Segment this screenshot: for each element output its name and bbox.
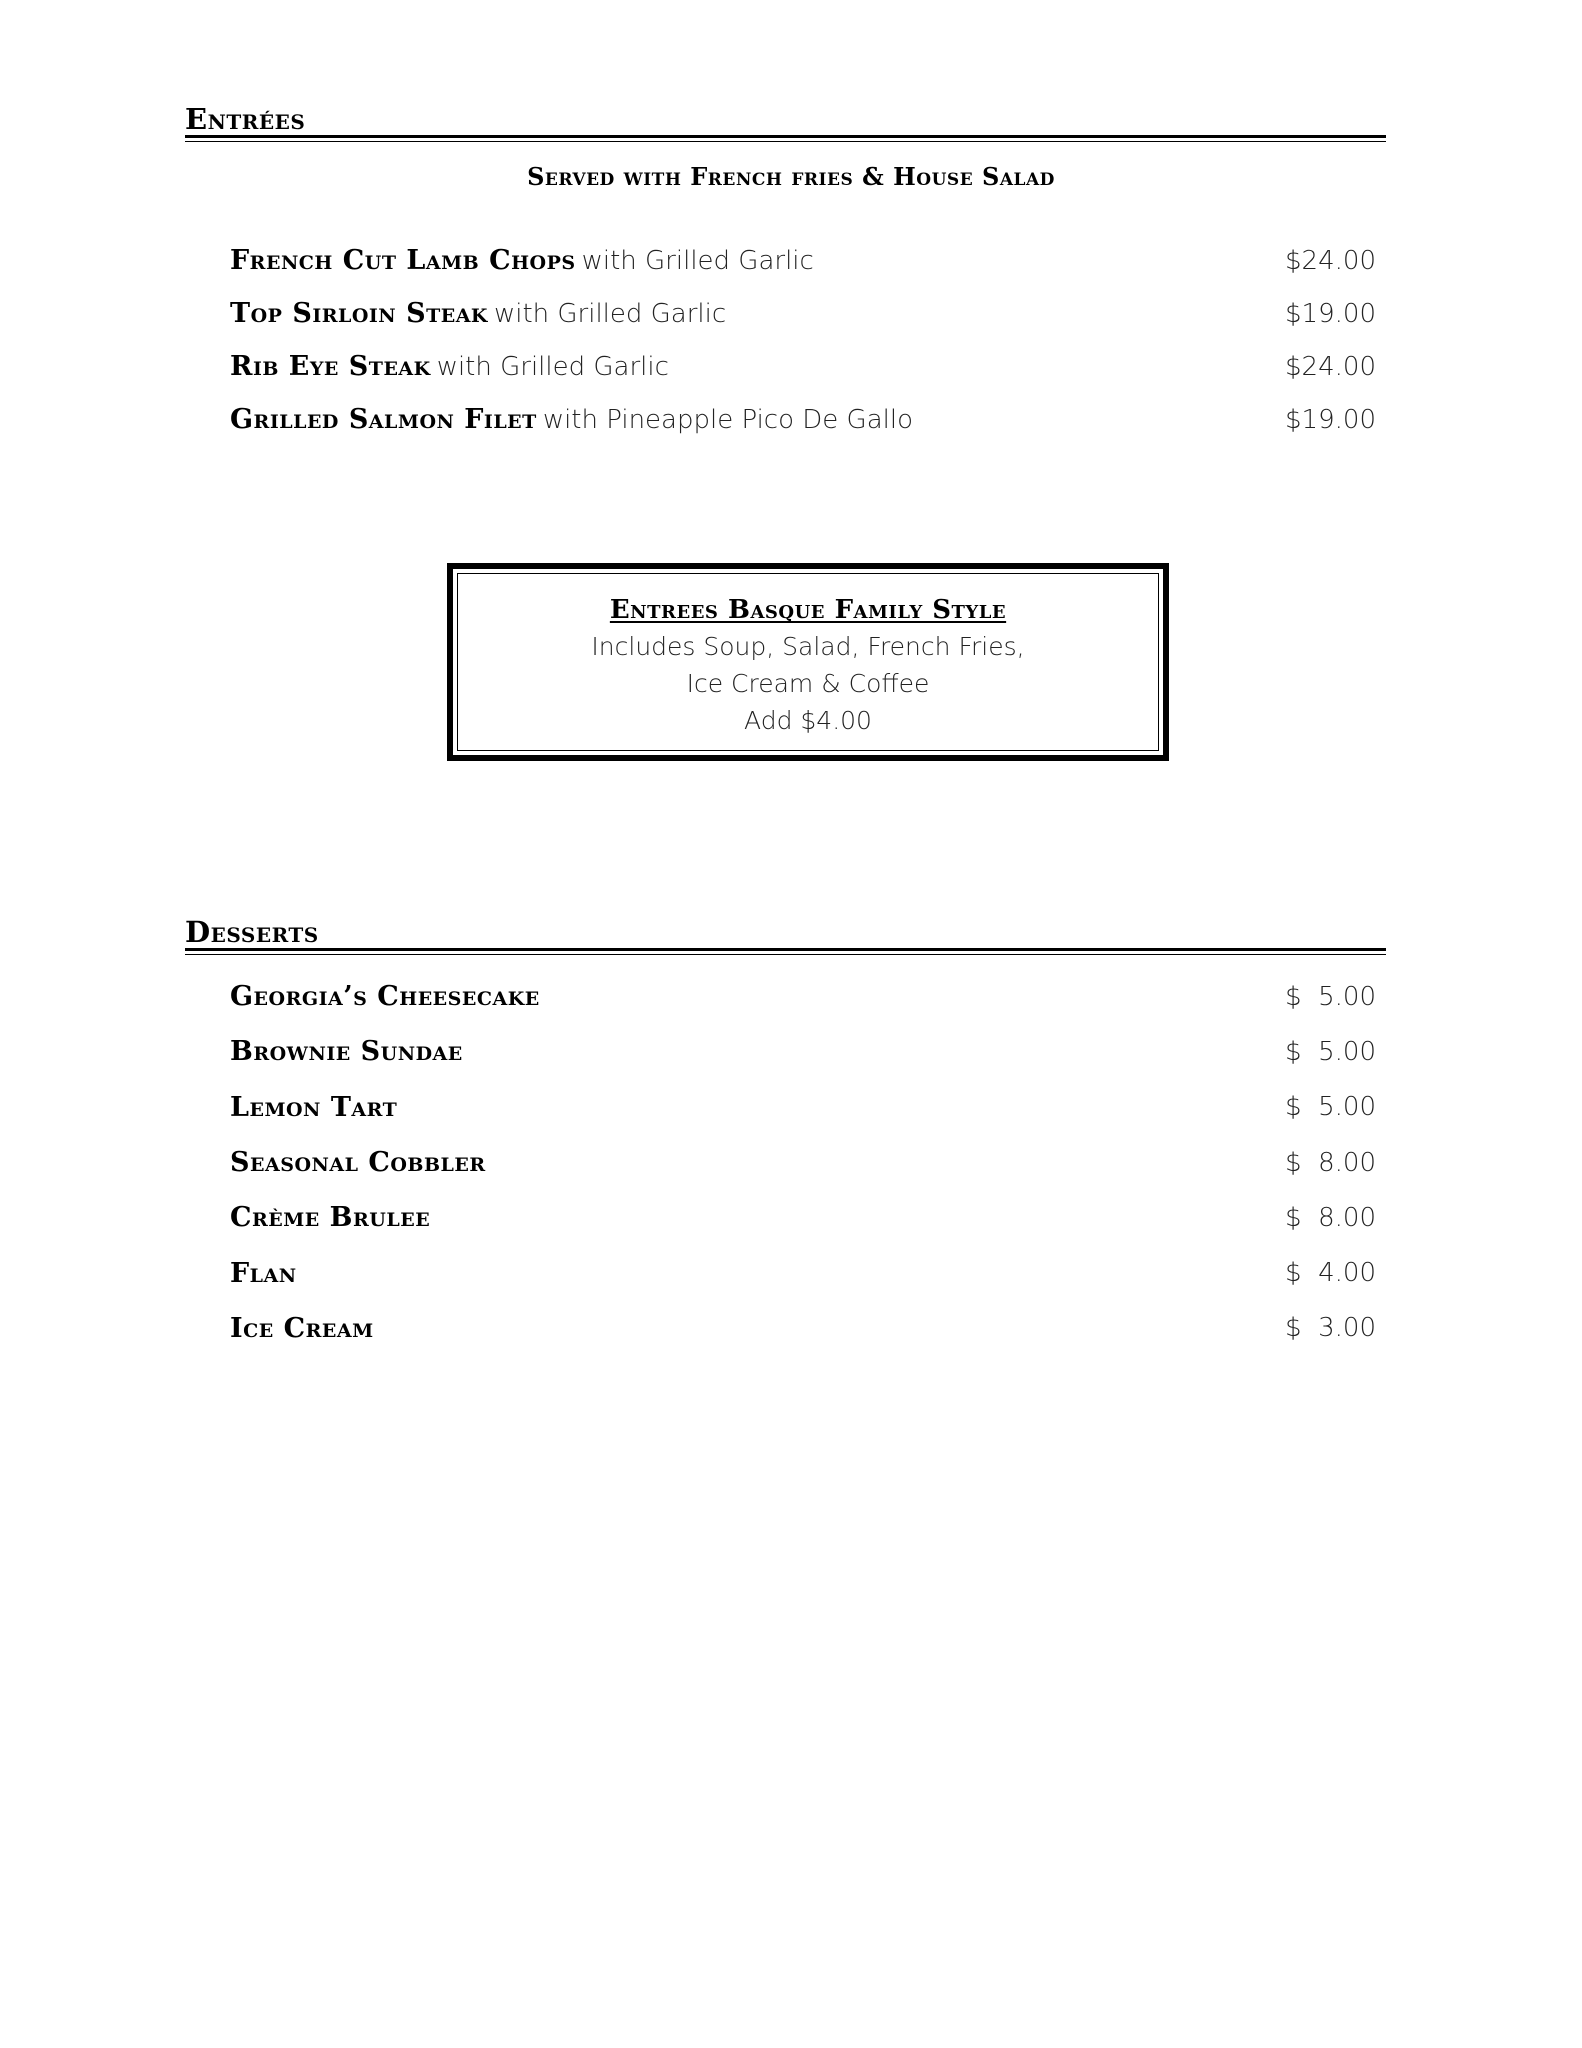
- menu-item-description: with Grilled Garlic: [436, 352, 669, 382]
- menu-item: [230, 234, 1376, 287]
- menu-item-name: Brownie Sundae: [230, 1036, 463, 1068]
- menu-item-description: with Pineapple Pico De Gallo: [542, 405, 913, 435]
- menu-item-price: $ 4.00: [1285, 1258, 1376, 1289]
- heading-divider-thin: [185, 141, 1386, 142]
- heading-divider: [185, 135, 1386, 138]
- menu-item: [230, 1024, 1376, 1079]
- entrees-section-heading: [185, 102, 1386, 140]
- desserts-list: [230, 969, 1376, 1356]
- entrees-list: [230, 234, 1376, 446]
- family-style-line: Ice Cream & Coffee: [686, 669, 930, 698]
- menu-item-description: with Grilled Garlic: [493, 299, 727, 329]
- menu-item: [230, 340, 1376, 393]
- menu-item: [230, 1245, 1376, 1300]
- entrees-heading-label: Entrées: [185, 102, 306, 136]
- family-style-price: Add $4.00: [744, 706, 872, 735]
- menu-item-name: Ice Cream: [230, 1312, 374, 1344]
- menu-item: [230, 1301, 1376, 1356]
- menu-item: [230, 1080, 1376, 1135]
- menu-item-price: $ 5.00: [1285, 981, 1376, 1012]
- family-style-title: Entrees Basque Family Style: [609, 595, 1007, 625]
- menu-item-name: Flan: [230, 1257, 297, 1289]
- menu-item-name: Seasonal Cobbler: [230, 1147, 486, 1179]
- heading-divider-thin: [185, 954, 1386, 955]
- heading-divider: [185, 948, 1386, 951]
- menu-item-name: Lemon Tart: [230, 1091, 398, 1123]
- menu-item-name: Rib Eye Steak: [230, 351, 431, 382]
- menu-item-name: Georgia’s Cheesecake: [230, 981, 540, 1013]
- desserts-section-heading: [185, 915, 1386, 953]
- menu-item: [230, 1190, 1376, 1245]
- desserts-heading-label: Desserts: [185, 915, 319, 949]
- menu-item-price: $ 5.00: [1285, 1092, 1376, 1123]
- menu-item: [230, 287, 1376, 340]
- menu-item-price: $24.00: [1285, 245, 1376, 276]
- family-style-box: [447, 563, 1169, 761]
- menu-item-price: $ 8.00: [1285, 1202, 1376, 1233]
- menu-item-price: $24.00: [1285, 351, 1376, 382]
- family-style-line: Includes Soup, Salad, French Fries,: [591, 632, 1025, 661]
- menu-item-price: $19.00: [1285, 298, 1376, 329]
- menu-item: [230, 969, 1376, 1024]
- menu-item-name: French Cut Lamb Chops: [230, 245, 576, 276]
- menu-item: [230, 1135, 1376, 1190]
- menu-item-description: with Grilled Garlic: [581, 246, 814, 276]
- menu-item-price: $19.00: [1285, 404, 1376, 435]
- menu-item-name: Grilled Salmon Filet: [230, 404, 537, 435]
- menu-item-price: $ 5.00: [1285, 1036, 1376, 1067]
- menu-item: [230, 393, 1376, 446]
- menu-item-name: Crème Brulee: [230, 1202, 431, 1234]
- menu-item-name: Top Sirloin Steak: [230, 298, 488, 329]
- menu-item-price: $ 3.00: [1285, 1313, 1376, 1344]
- menu-item-price: $ 8.00: [1285, 1147, 1376, 1178]
- entrees-subtitle: Served with French fries & House Salad: [527, 162, 1055, 191]
